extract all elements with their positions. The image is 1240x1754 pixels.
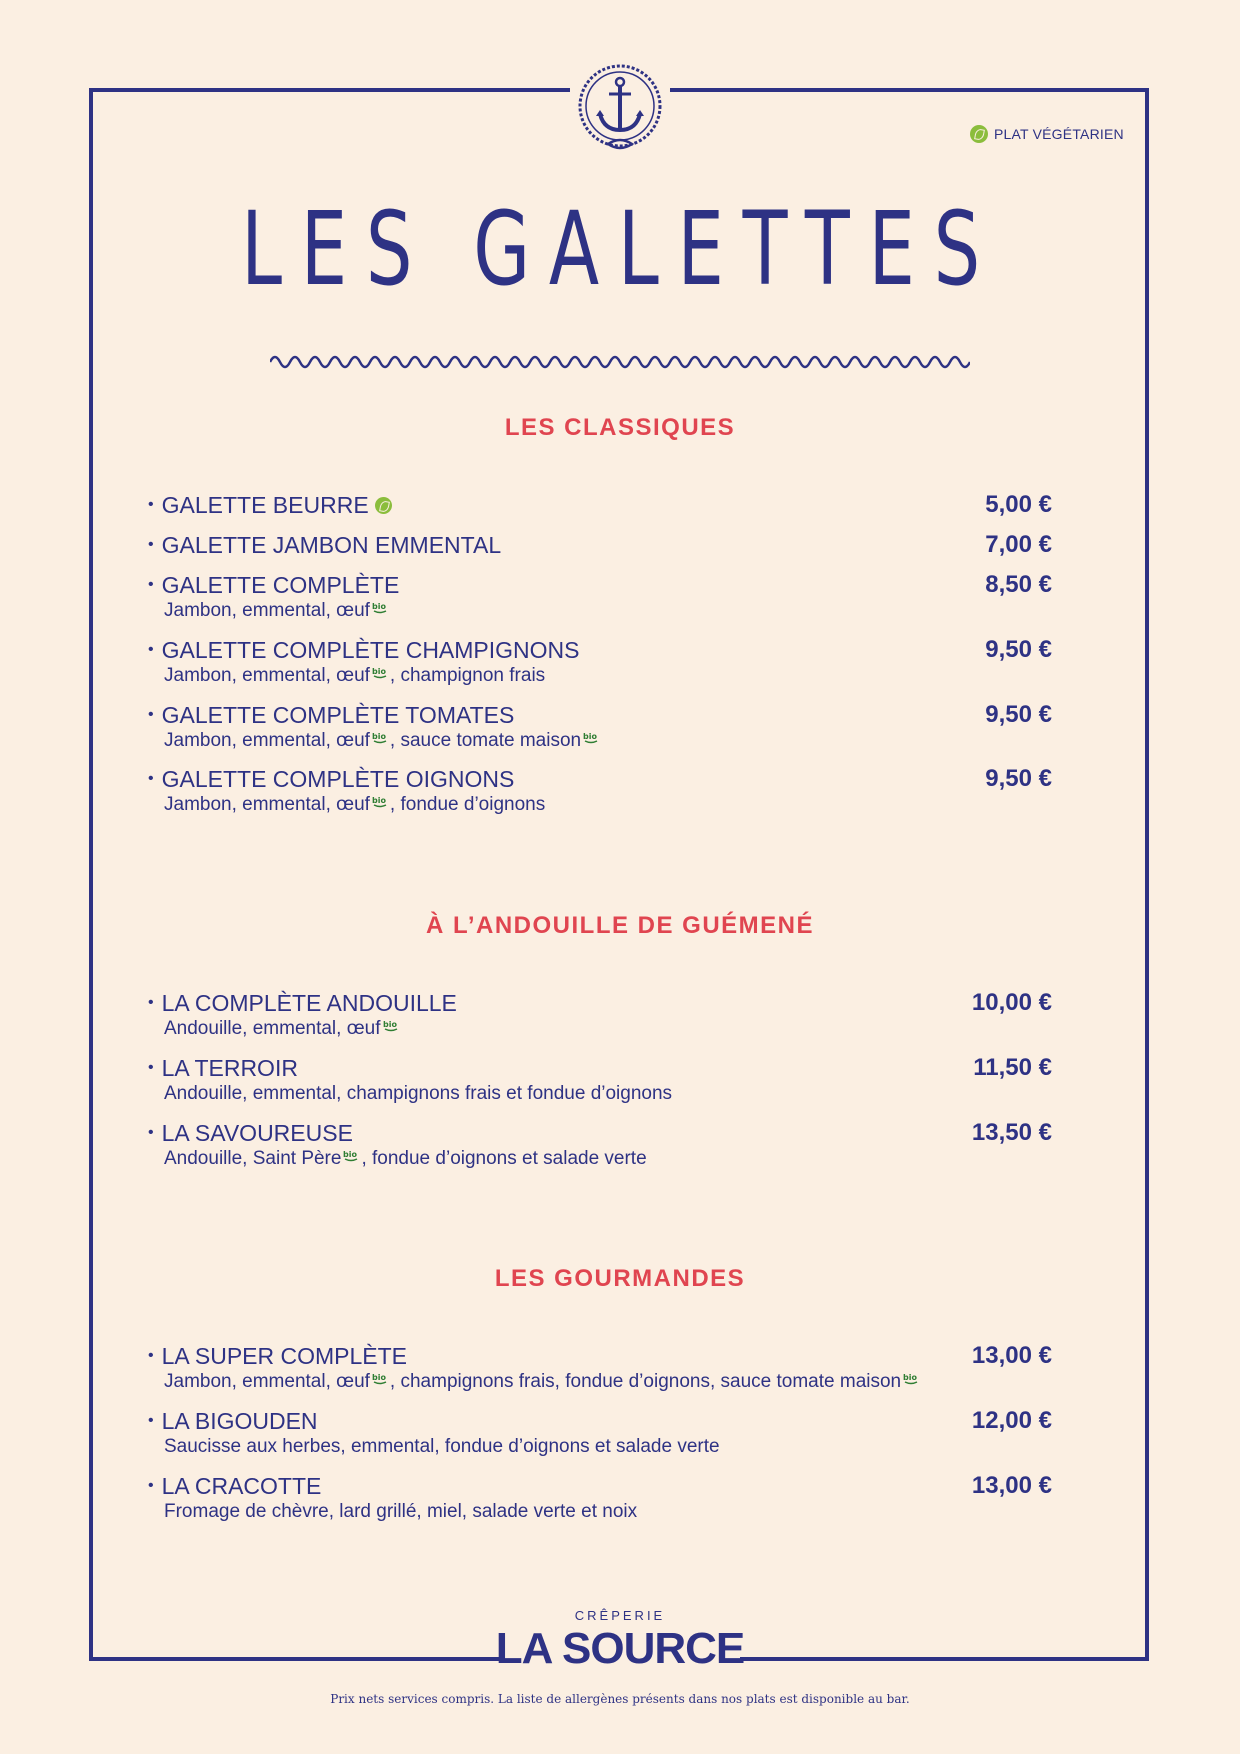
item-description: Andouille, Saint Père bio , fondue d’oignons et salade verte <box>164 1148 647 1169</box>
item-name <box>148 532 1052 558</box>
item-name-text: GALETTE BEURRE <box>161 492 369 518</box>
item-price: 13,00 € <box>971 1342 1052 1369</box>
bio-label-icon <box>382 1019 400 1032</box>
item-price: 13,00 € <box>971 1472 1052 1499</box>
item-name-text: LA TERROIR <box>161 1055 298 1081</box>
bullet: • <box>148 706 154 723</box>
anchor-icon <box>570 58 670 158</box>
svg-text:bio: bio <box>903 1373 918 1383</box>
bio-label-icon <box>371 731 389 744</box>
item-name <box>148 1473 1052 1499</box>
item-name <box>148 492 1052 518</box>
item-description: Andouille, emmental, champignons frais et fondue d’oignons <box>164 1083 673 1104</box>
section-title: À L’ANDOUILLE DE GUÉMENÉ <box>425 912 815 939</box>
item-price: 8,50 € <box>985 571 1052 598</box>
bullet: • <box>148 1477 154 1494</box>
item-description: Jambon, emmental, œuf bio , champignon frais <box>164 665 546 686</box>
item-description: Saucisse aux herbes, emmental, fondue d’oignons et salade verte <box>164 1436 720 1457</box>
item-description: Fromage de chèvre, lard grillé, miel, salade verte et noix <box>164 1501 638 1522</box>
svg-text:bio: bio <box>371 796 386 806</box>
footer-note: Prix nets services compris. La liste de allergènes présents dans nos plats est disponible au bar. <box>330 1692 910 1706</box>
bullet: • <box>148 994 154 1011</box>
bullet: • <box>148 1059 154 1076</box>
svg-text:bio: bio <box>371 667 386 677</box>
menu-item <box>148 492 1052 518</box>
menu-item <box>148 572 1052 623</box>
bio-label-icon <box>371 666 389 679</box>
menu-item <box>148 532 1052 558</box>
item-price: 9,50 € <box>985 765 1052 792</box>
menu-item <box>148 637 1052 688</box>
item-name <box>148 572 1052 598</box>
item-name <box>148 637 1052 663</box>
item-price: 9,50 € <box>985 701 1052 728</box>
svg-text:bio: bio <box>371 602 386 612</box>
item-description: Andouille, emmental, œuf bio <box>164 1017 1052 1041</box>
item-price: 13,50 € <box>971 1119 1052 1146</box>
item-name-text: LA COMPLÈTE ANDOUILLE <box>161 990 457 1016</box>
bio-label-icon <box>371 795 389 808</box>
leaf-icon <box>970 125 988 143</box>
item-name-text: LA BIGOUDEN <box>161 1408 318 1434</box>
menu-item <box>148 1473 1052 1524</box>
menu-item <box>148 1408 1052 1459</box>
item-description: Jambon, emmental, œuf bio , champignons frais, fondue d’oignons, sauce tomate maison bio <box>164 1370 1052 1394</box>
section-title: LES GOURMANDES <box>494 1265 746 1292</box>
bullet: • <box>148 536 154 553</box>
item-name-text: GALETTE COMPLÈTE TOMATES <box>161 702 515 728</box>
item-name-text: GALETTE COMPLÈTE <box>161 572 400 598</box>
item-description: Jambon, emmental, œuf bio , sauce tomate maison bio <box>164 729 1052 753</box>
brand-name: LA SOURCE <box>495 1624 745 1673</box>
item-name-text: LA SAVOUREUSE <box>161 1120 353 1146</box>
bullet: • <box>148 1124 154 1141</box>
item-name-text: GALETTE COMPLÈTE OIGNONS <box>161 766 515 792</box>
item-name <box>148 1055 1052 1081</box>
item-price: 9,50 € <box>985 636 1052 663</box>
menu-item <box>148 990 1052 1041</box>
bio-label-icon <box>342 1149 360 1162</box>
bullet: • <box>148 1347 154 1364</box>
bullet: • <box>148 641 154 658</box>
item-price: 5,00 € <box>985 491 1052 518</box>
menu-item <box>148 702 1052 753</box>
svg-text:bio: bio <box>371 732 386 742</box>
bullet: • <box>148 770 154 787</box>
bio-label-icon <box>371 1372 389 1385</box>
item-description: Jambon, emmental, œuf bio <box>164 599 1052 623</box>
bio-label-icon <box>582 731 600 744</box>
svg-text:bio: bio <box>583 732 598 742</box>
item-name <box>148 1120 1052 1146</box>
wave-divider <box>270 350 970 374</box>
anchor-emblem <box>570 58 670 158</box>
vegetarian-legend-label: PLAT VÉGÉTARIEN <box>994 126 1124 142</box>
menu-item <box>148 1055 1052 1106</box>
menu-item <box>148 1120 1052 1171</box>
item-price: 11,50 € <box>973 1054 1052 1081</box>
menu-item <box>148 766 1052 817</box>
item-description: Jambon, emmental, œuf bio , fondue d’oignons <box>164 794 546 815</box>
brand-subtitle: CRÊPERIE <box>574 1608 666 1623</box>
item-name-text: GALETTE COMPLÈTE CHAMPIGNONS <box>161 637 580 663</box>
bullet: • <box>148 1412 154 1429</box>
bullet: • <box>148 496 154 513</box>
item-name <box>148 1408 1052 1434</box>
bio-label-icon <box>902 1372 920 1385</box>
item-name-text: LA SUPER COMPLÈTE <box>161 1343 408 1369</box>
item-name <box>148 990 1052 1016</box>
item-name <box>148 1343 1052 1369</box>
item-name-text: GALETTE JAMBON EMMENTAL <box>161 532 502 558</box>
item-name <box>148 702 1052 728</box>
item-name-text: LA CRACOTTE <box>161 1473 322 1499</box>
leaf-icon <box>375 497 392 514</box>
svg-text:bio: bio <box>343 1150 358 1160</box>
page-title: LES GALETTES <box>241 190 999 309</box>
menu-item <box>148 1343 1052 1394</box>
bullet: • <box>148 576 154 593</box>
vegetarian-legend <box>970 125 1124 143</box>
item-price: 10,00 € <box>971 989 1052 1016</box>
svg-text:bio: bio <box>371 1373 386 1383</box>
item-name <box>148 766 1052 792</box>
item-price: 12,00 € <box>971 1407 1052 1434</box>
svg-text:bio: bio <box>382 1020 397 1030</box>
section-title: LES CLASSIQUES <box>504 414 736 441</box>
item-price: 7,00 € <box>985 531 1052 558</box>
bio-label-icon <box>371 601 389 614</box>
